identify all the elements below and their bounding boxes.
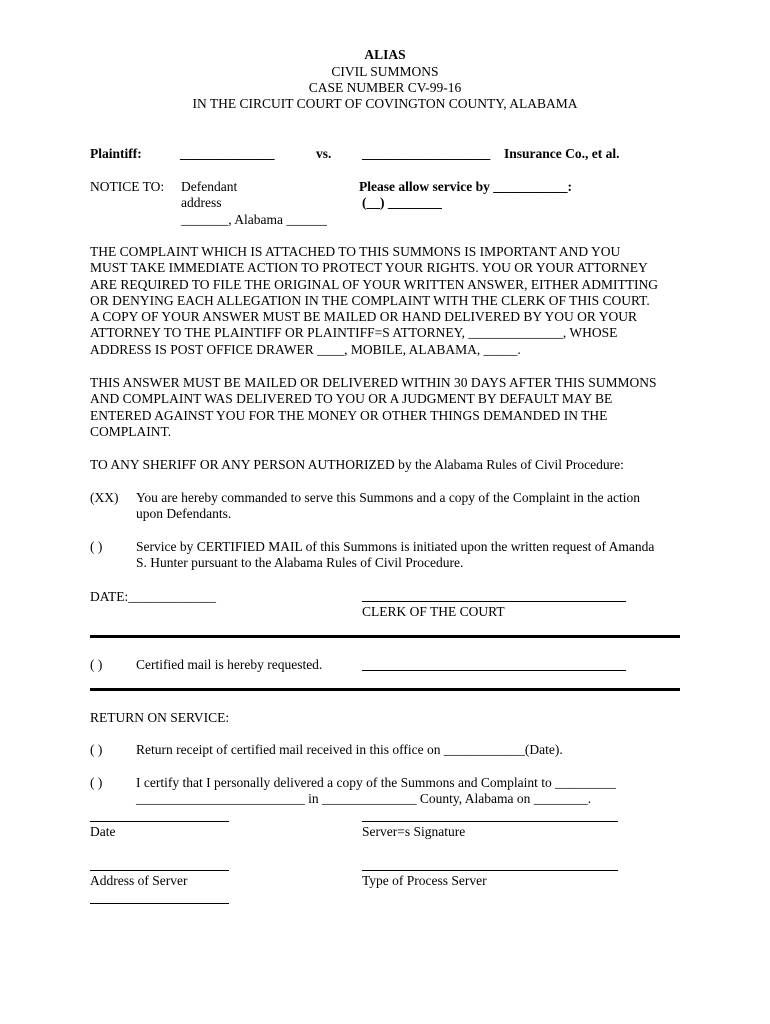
defendant-name: Insurance Co., et al. <box>504 146 620 161</box>
server-signature-line <box>362 821 618 822</box>
doc-type: CIVIL SUMMONS <box>331 64 439 79</box>
divider-top <box>90 635 680 638</box>
address-extra-line <box>90 903 229 904</box>
notice-city-state: _______, Alabama ______ <box>181 212 327 227</box>
process-type-label: Type of Process Server <box>362 873 487 888</box>
case-number: CASE NUMBER CV-99-16 <box>308 80 462 95</box>
return1-mark: ( ) <box>90 742 103 757</box>
option1-text: You are hereby commanded to serve this Summons and a copy of the Complaint in the action upon Defendants. <box>136 490 641 522</box>
option2-text: Service by CERTIFIED MAIL of this Summons is initiated upon the written request of Amanda S. Hunter pursuant to the Alabama Rules of Civil Procedure. <box>136 539 655 571</box>
vs-label: vs. <box>316 146 332 161</box>
court-name: IN THE CIRCUIT COURT OF COVINGTON COUNTY, ALABAMA <box>192 96 578 111</box>
date-field: DATE:_____________ <box>90 589 216 604</box>
sheriff-line: TO ANY SHERIFF OR ANY PERSON AUTHORIZED by the Alabama Rules of Civil Procedure: <box>90 457 624 472</box>
alias-title: ALIAS <box>364 47 406 62</box>
certified-signature-line <box>362 670 626 671</box>
answer-deadline-paragraph: THIS ANSWER MUST BE MAILED OR DELIVERED WITHIN 30 DAYS AFTER THIS SUMMONS AND COMPLAINT WAS DELIVERED TO YOU OR A JUDGMENT BY DEFAULT MAY BE ENTERED AGAINST YOU FOR THE MONEY OR OTHER THINGS DEMANDED IN THE COMPLAINT. <box>90 375 657 439</box>
server-signature-label: Server=s Signature <box>362 824 466 839</box>
return2-text: I certify that I personally delivered a copy of the Summons and Complaint to _________ _________________________ in ______________ County, Alabama on ________. <box>136 775 616 807</box>
address-server-label: Address of Server <box>90 873 188 888</box>
complaint-paragraph: THE COMPLAINT WHICH IS ATTACHED TO THIS SUMMONS IS IMPORTANT AND YOU MUST TAKE IMMEDIATE ACTION TO PROTECT YOUR RIGHTS. YOU OR YOUR ATTORNEY ARE REQUIRED TO FILE THE ORIGINAL OF YOUR WRITTEN ANSWER, EITHER ADMITTING OR DENYING EACH ALLEGATION IN THE COMPLAINT WITH THE CLERK OF THIS COURT. A COPY OF YOUR ANSWER MUST BE MAILED OR HAND DELIVERED BY YOU OR YOUR ATTORNEY TO THE PLAINTIFF OR PLAINTIFF=S ATTORNEY, ______________, WHOSE ADDRESS IS POST OFFICE DRAWER ____, MOBILE, ALABAMA, _____. <box>90 244 658 357</box>
date-signature-line <box>90 821 229 822</box>
notice-defendant: Defendant <box>181 179 238 194</box>
service-by-line2: (__) ________ <box>362 195 442 210</box>
divider-bottom <box>90 688 680 691</box>
notice-address: address <box>181 195 222 210</box>
return1-text: Return receipt of certified mail received in this office on ____________(Date). <box>136 742 563 757</box>
clerk-signature-line <box>362 601 626 602</box>
service-by-label: Please allow service by ___________: <box>359 179 572 194</box>
plaintiff-blank: ______________ <box>180 146 275 161</box>
plaintiff-label: Plaintiff: <box>90 146 142 161</box>
certified-mark: ( ) <box>90 657 103 672</box>
certified-text: Certified mail is hereby requested. <box>136 657 323 672</box>
return2-mark: ( ) <box>90 775 103 790</box>
clerk-label: CLERK OF THE COURT <box>362 604 505 619</box>
option1-mark: (XX) <box>90 490 119 505</box>
option2-mark: ( ) <box>90 539 103 554</box>
notice-label: NOTICE TO: <box>90 179 165 194</box>
return-heading: RETURN ON SERVICE: <box>90 710 230 725</box>
date-signature-label: Date <box>90 824 116 839</box>
address-signature-line <box>90 870 229 871</box>
process-type-line <box>362 870 618 871</box>
defendant-blank: ___________________ <box>362 146 491 161</box>
